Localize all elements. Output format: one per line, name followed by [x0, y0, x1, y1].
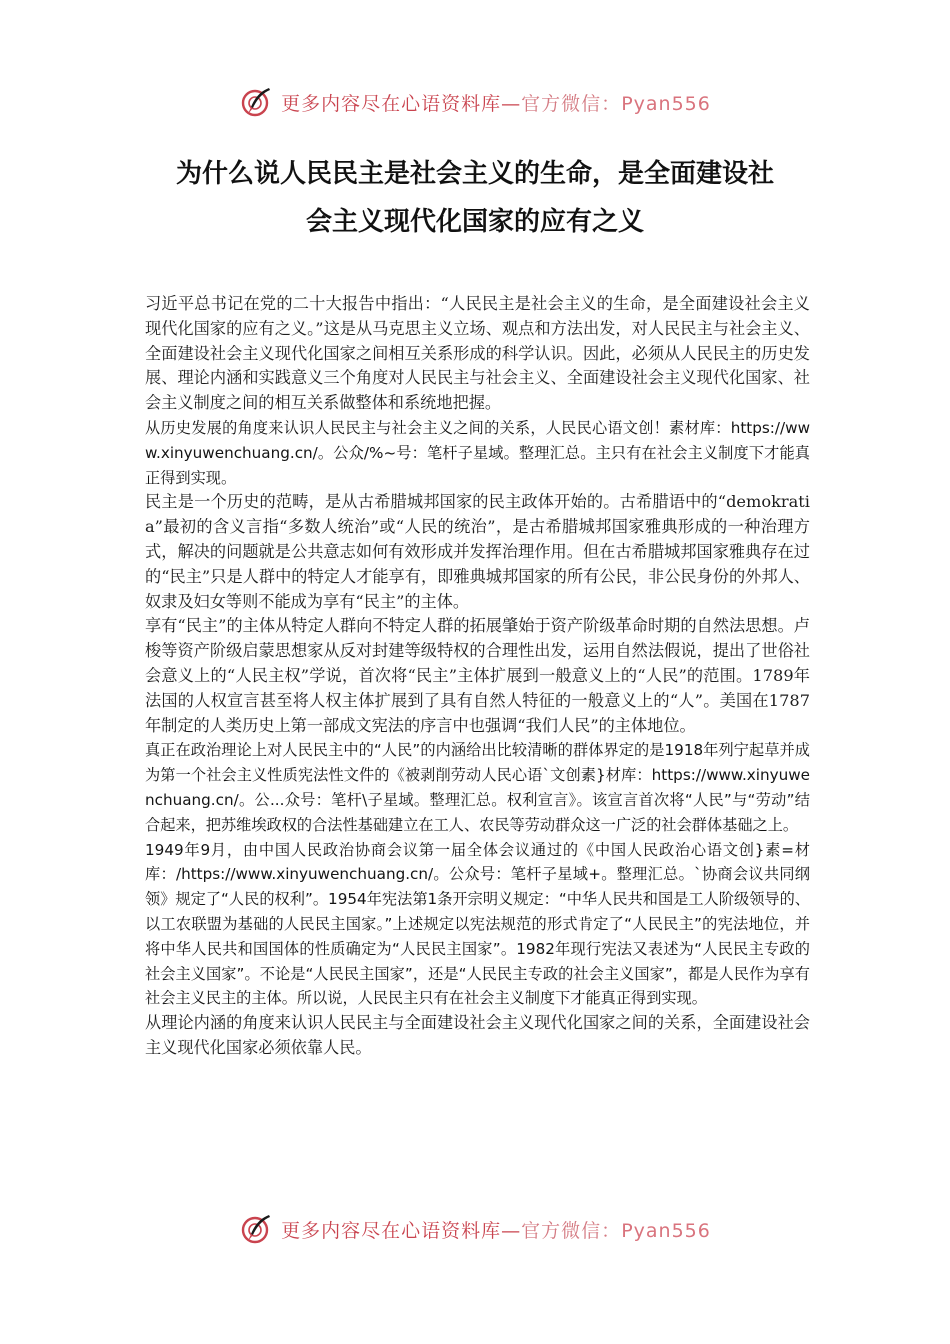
banner-lead-text: 更多内容尽在心语资料库	[281, 1219, 502, 1242]
quill-circle-logo-icon	[239, 85, 273, 119]
paragraph-history-heading: 从历史发展的角度来认识人民民主与社会主义之间的关系，人民民心语文创！素材库：https://www.xinyuwenchuang.cn/。公众/%~号：笔杆子星域。整理汇总。主只有在社会主义制度下才能真正得到实现。	[145, 418, 810, 487]
banner-separator: —	[501, 1219, 522, 1242]
banner-text	[281, 89, 711, 116]
footer-watermark-banner	[0, 1209, 950, 1249]
banner-tail-text: 官方微信：	[521, 92, 622, 115]
banner-separator: —	[501, 92, 522, 115]
banner-tail-text: 官方微信：	[521, 1219, 622, 1242]
title-line-2: 会主义现代化国家的应有之义	[305, 207, 644, 237]
paragraph-prc-constitution: 1949年9月，由中国人民政治协商会议第一届全体会议通过的《中国人民政治心语文创}素=材库：/https://www.xinyuwenchuang.cn/。公众号：笔杆子星域+。整理汇总。`协商会议共同纲领》规定了“人民的权利”。1954年宪法第1条开宗明义规定：“中华人民共和国是工人阶级领导的、以工农联盟为基础的人民民主国家。”上述规定以宪法规范的形式肯定了“人民民主”的宪法地位，并将中华人民共和国国体的性质确定为“人民民主国家”。1982年现行宪法又表述为“人民民主专政的社会主义国家”。不论是“人民民主国家”，还是“人民民主专政的社会主义国家”，都是人民作为享有社会主义民主的主体。所以说，人民民主只有在社会主义制度下才能真正得到实现。	[145, 840, 810, 1008]
title-line-1: 为什么说人民民主是社会主义的生命，是全面建设社	[175, 159, 774, 189]
banner-lead-text: 更多内容尽在心语资料库	[281, 92, 502, 115]
paragraph-ancient-greece: 民主是一个历史的范畴，是从古希腊城邦国家的民主政体开始的。古希腊语中的“demokratia”最初的含义言指“多数人统治”或“人民的统治”，是古希腊城邦国家雅典形成的一种治理方式，解决的问题就是公共意志如何有效形成并发挥治理作用。但在古希腊城邦国家雅典存在过的“民主”只是人群中的特定人才能享有，即雅典城邦国家的所有公民，非公民身份的外邦人、奴隶及妇女等则不能成为享有“民主”的主体。	[145, 492, 810, 611]
paragraph-theory-heading: 从理论内涵的角度来认识人民民主与全面建设社会主义现代化国家之间的关系，全面建设社会主义现代化国家必须依靠人民。	[145, 1013, 810, 1057]
quill-circle-logo-icon	[239, 1212, 273, 1246]
paragraph-natural-law: 享有“民主”的主体从特定人群向不特定人群的拓展肇始于资产阶级革命时期的自然法思想。卢梭等资产阶级启蒙思想家从反对封建等级特权的合理性出发，运用自然法假说，提出了世俗社会意义上的“人民主权”学说，首次将“民主”主体扩展到一般意义上的“人民”的范围。1789年法国的人权宣言甚至将人权主体扩展到了具有自然人特征的一般意义上的“人”。美国在1787年制定的人类历史上第一部成文宪法的序言中也强调“我们人民”的主体地位。	[145, 616, 810, 735]
document-body	[145, 292, 810, 1061]
page-title	[140, 150, 810, 246]
paragraph-lenin-1918: 真正在政治理论上对人民民主中的“人民”的内涵给出比较清晰的群体界定的是1918年列宁起草并成为第一个社会主义性质宪法性文件的《被剥削劳动人民心语`文创素}材库：https://www.xinyuwenchuang.cn/。公...众号：笔杆\子星域。整理汇总。权利宣言》。该宣言首次将“人民”与“劳动”结合起来，把苏维埃政权的合法性基础建立在工人、农民等劳动群众这一广泛的社会群体基础之上。	[145, 741, 810, 834]
banner-handle: Pyan556	[621, 92, 711, 115]
paragraph-intro: 习近平总书记在党的二十大报告中指出：“人民民主是社会主义的生命，是全面建设社会主义现代化国家的应有之义。”这是从马克思主义立场、观点和方法出发，对人民民主与社会主义、全面建设社会主义现代化国家之间相互关系形成的科学认识。因此，必须从人民民主的历史发展、理论内涵和实践意义三个角度对人民民主与社会主义、全面建设社会主义现代化国家、社会主义制度之间的相互关系做整体和系统地把握。	[145, 294, 810, 413]
banner-handle: Pyan556	[621, 1219, 711, 1242]
header-watermark-banner	[0, 82, 950, 122]
banner-text	[281, 1216, 711, 1243]
